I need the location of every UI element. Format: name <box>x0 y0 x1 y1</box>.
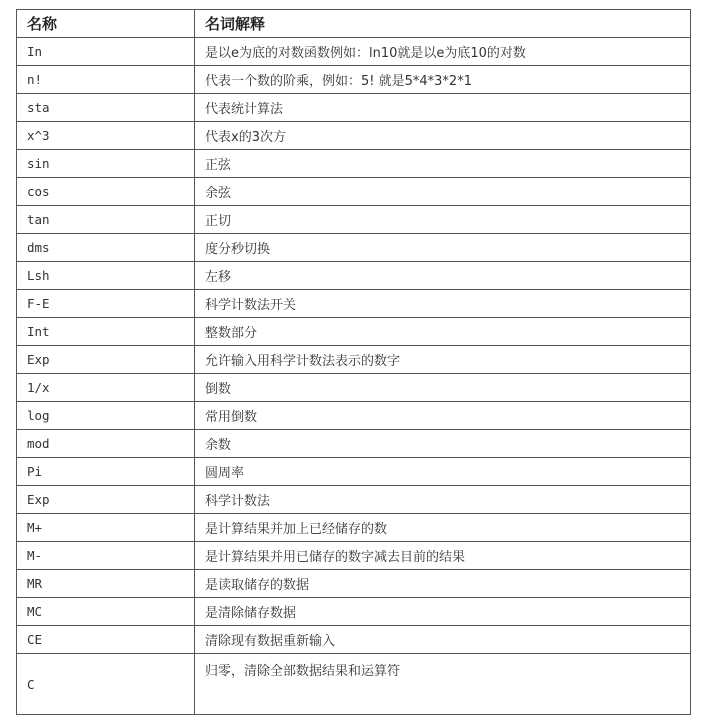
table-row <box>17 486 691 514</box>
term-description: 是计算结果并用已储存的数字减去目前的结果 <box>195 542 691 570</box>
term-description: 是读取储存的数据 <box>195 570 691 598</box>
term-description: 代表统计算法 <box>195 94 691 122</box>
table-row <box>17 38 691 66</box>
term-name: Exp <box>17 346 195 374</box>
table-row <box>17 626 691 654</box>
term-description: 整数部分 <box>195 318 691 346</box>
table-row <box>17 234 691 262</box>
term-description: 科学计数法 <box>195 486 691 514</box>
term-description: 左移 <box>195 262 691 290</box>
table-header-row <box>17 10 691 38</box>
table-row <box>17 318 691 346</box>
term-name: dms <box>17 234 195 262</box>
table-row <box>17 570 691 598</box>
term-name: C <box>17 654 195 715</box>
term-name: x^3 <box>17 122 195 150</box>
glossary-table <box>16 9 691 715</box>
term-name: sta <box>17 94 195 122</box>
term-name: In <box>17 38 195 66</box>
term-description: 允许输入用科学计数法表示的数字 <box>195 346 691 374</box>
term-description: 清除现有数据重新输入 <box>195 626 691 654</box>
term-name: n! <box>17 66 195 94</box>
table-row <box>17 402 691 430</box>
column-header-description: 名词解释 <box>195 10 691 38</box>
term-name: Int <box>17 318 195 346</box>
table-row <box>17 374 691 402</box>
term-description: 正切 <box>195 206 691 234</box>
term-description: 度分秒切换 <box>195 234 691 262</box>
term-description: 余数 <box>195 430 691 458</box>
term-description: 是以e为底的对数函数例如：ln10就是以e为底10的对数 <box>195 38 691 66</box>
table-row <box>17 178 691 206</box>
table-row <box>17 598 691 626</box>
table-row <box>17 654 691 715</box>
term-description: 正弦 <box>195 150 691 178</box>
table-row <box>17 346 691 374</box>
term-name: Pi <box>17 458 195 486</box>
table-row <box>17 66 691 94</box>
term-description: 科学计数法开关 <box>195 290 691 318</box>
column-header-name: 名称 <box>17 10 195 38</box>
term-description: 倒数 <box>195 374 691 402</box>
term-name: cos <box>17 178 195 206</box>
term-description: 归零，清除全部数据结果和运算符 <box>195 654 691 715</box>
term-name: CE <box>17 626 195 654</box>
term-name: mod <box>17 430 195 458</box>
term-name: sin <box>17 150 195 178</box>
term-name: M- <box>17 542 195 570</box>
term-description: 是计算结果并加上已经储存的数 <box>195 514 691 542</box>
term-description: 圆周率 <box>195 458 691 486</box>
table-row <box>17 430 691 458</box>
table-row <box>17 150 691 178</box>
term-description: 余弦 <box>195 178 691 206</box>
term-name: MR <box>17 570 195 598</box>
term-description: 代表x的3次方 <box>195 122 691 150</box>
term-description: 常用倒数 <box>195 402 691 430</box>
table-row <box>17 458 691 486</box>
term-name: log <box>17 402 195 430</box>
term-name: M+ <box>17 514 195 542</box>
table-row <box>17 542 691 570</box>
table-row <box>17 262 691 290</box>
table-row <box>17 94 691 122</box>
term-name: 1/x <box>17 374 195 402</box>
term-description: 是清除储存数据 <box>195 598 691 626</box>
term-name: tan <box>17 206 195 234</box>
table-row <box>17 206 691 234</box>
table-row <box>17 122 691 150</box>
term-name: MC <box>17 598 195 626</box>
term-description: 代表一个数的阶乘，例如：5! 就是5*4*3*2*1 <box>195 66 691 94</box>
table-row <box>17 290 691 318</box>
term-name: Lsh <box>17 262 195 290</box>
table-row <box>17 514 691 542</box>
term-name: Exp <box>17 486 195 514</box>
term-name: F-E <box>17 290 195 318</box>
